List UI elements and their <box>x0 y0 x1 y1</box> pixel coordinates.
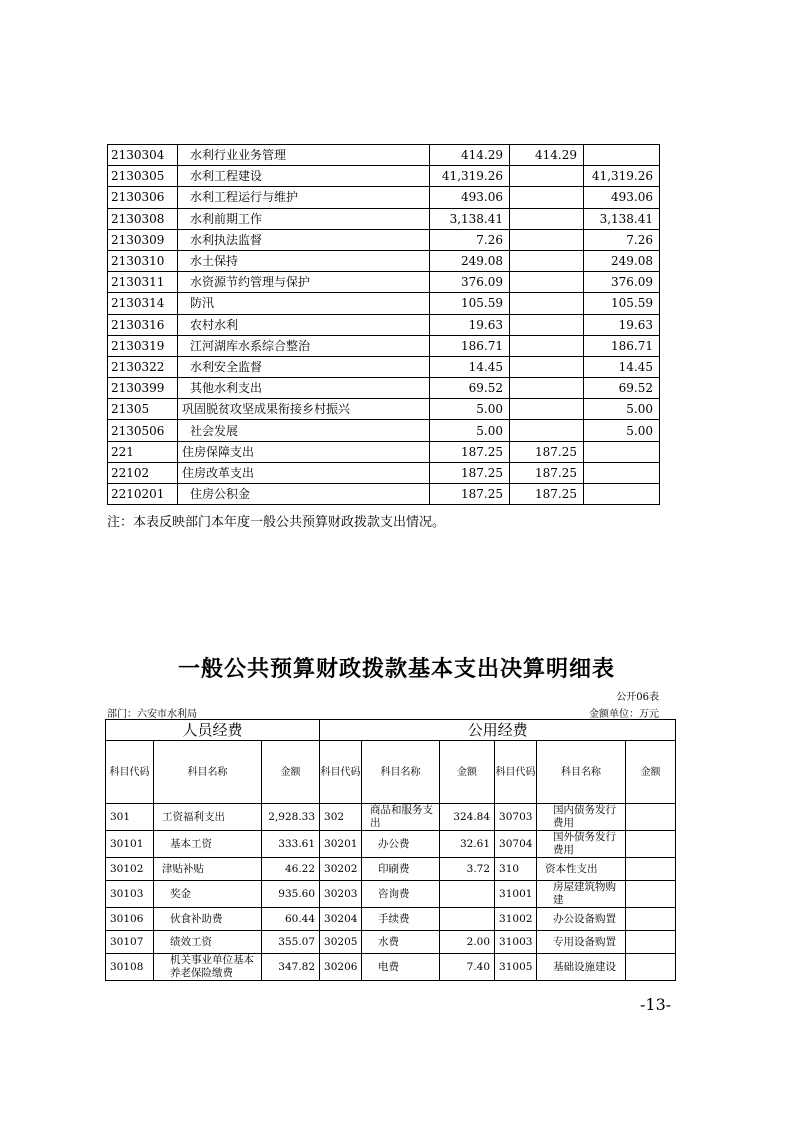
public-code: 30204 <box>320 908 362 931</box>
column-header: 金额 <box>262 741 320 804</box>
project-amount <box>584 441 660 462</box>
total-amount: 5.00 <box>430 399 510 420</box>
public-amount-2 <box>626 881 676 908</box>
table-row <box>108 484 660 505</box>
column-header: 科目代码 <box>106 741 154 804</box>
table-row <box>106 931 676 954</box>
subject-code: 21305 <box>108 399 178 420</box>
public-code-2: 30704 <box>495 831 537 858</box>
personnel-amount: 333.61 <box>262 831 320 858</box>
personnel-name: 津贴补贴 <box>154 858 262 881</box>
personnel-amount: 347.82 <box>262 954 320 981</box>
subject-code: 2130322 <box>108 356 178 377</box>
personnel-name: 基本工资 <box>154 831 262 858</box>
project-amount: 186.71 <box>584 335 660 356</box>
basic-amount <box>510 229 584 250</box>
total-amount: 187.25 <box>430 462 510 483</box>
public-code: 30201 <box>320 831 362 858</box>
total-amount: 105.59 <box>430 293 510 314</box>
public-name: 咨询费 <box>362 881 440 908</box>
project-amount: 14.45 <box>584 356 660 377</box>
column-header: 科目名称 <box>362 741 440 804</box>
table-row <box>106 831 676 858</box>
page-number: -13- <box>640 995 672 1014</box>
public-code-2: 31002 <box>495 908 537 931</box>
basic-amount <box>510 314 584 335</box>
public-name-2: 基础设施建设 <box>537 954 626 981</box>
table-row <box>108 399 660 420</box>
project-amount <box>584 462 660 483</box>
table-row <box>106 954 676 981</box>
subject-name: 水利执法监督 <box>178 229 430 250</box>
basic-amount <box>510 166 584 187</box>
public-amount: 7.40 <box>440 954 495 981</box>
table-row <box>108 229 660 250</box>
table-row <box>108 208 660 229</box>
basic-amount: 187.25 <box>510 484 584 505</box>
total-amount: 41,319.26 <box>430 166 510 187</box>
personnel-code: 30106 <box>106 908 154 931</box>
project-amount: 7.26 <box>584 229 660 250</box>
table-row <box>108 462 660 483</box>
public-code-2: 310 <box>495 858 537 881</box>
public-name-2: 专用设备购置 <box>537 931 626 954</box>
public-code: 30205 <box>320 931 362 954</box>
public-amount-2 <box>626 831 676 858</box>
personnel-code: 301 <box>106 804 154 831</box>
subject-name: 水利工程建设 <box>178 166 430 187</box>
page-title: 一般公共预算财政拨款基本支出决算明细表 <box>177 657 615 682</box>
table-row <box>108 187 660 208</box>
basic-amount <box>510 293 584 314</box>
basic-amount <box>510 399 584 420</box>
subject-name: 社会发展 <box>178 420 430 441</box>
column-header: 科目代码 <box>320 741 362 804</box>
basic-amount: 414.29 <box>510 145 584 166</box>
personnel-name: 机关事业单位基本养老保险缴费 <box>154 954 262 981</box>
public-amount: 3.72 <box>440 858 495 881</box>
table-note: 注：本表反映部门本年度一般公共预算财政拨款支出情况。 <box>107 515 446 530</box>
public-amount: 32.61 <box>440 831 495 858</box>
project-amount <box>584 145 660 166</box>
personnel-name: 伙食补助费 <box>154 908 262 931</box>
subject-name: 水资源节约管理与保护 <box>178 272 430 293</box>
total-amount: 493.06 <box>430 187 510 208</box>
unit-label: 金额单位：万元 <box>589 709 659 720</box>
project-amount: 5.00 <box>584 420 660 441</box>
table-row <box>106 881 676 908</box>
total-amount: 187.25 <box>430 441 510 462</box>
public-amount-2 <box>626 954 676 981</box>
department-label: 部门：六安市水利局 <box>107 709 197 720</box>
public-amount-2 <box>626 931 676 954</box>
basic-amount: 187.25 <box>510 462 584 483</box>
total-amount: 186.71 <box>430 335 510 356</box>
subject-name: 巩固脱贫攻坚成果衔接乡村振兴 <box>178 399 430 420</box>
public-code: 30202 <box>320 858 362 881</box>
subject-code: 22102 <box>108 462 178 483</box>
section-public: 公用经费 <box>320 720 676 741</box>
basic-amount <box>510 187 584 208</box>
public-name-2: 国外债务发行费用 <box>537 831 626 858</box>
public-name: 水费 <box>362 931 440 954</box>
basic-expenditure-detail-table <box>105 719 676 981</box>
subject-name: 农村水利 <box>178 314 430 335</box>
subject-name: 水利前期工作 <box>178 208 430 229</box>
total-amount: 5.00 <box>430 420 510 441</box>
personnel-amount: 46.22 <box>262 858 320 881</box>
table-row <box>108 145 660 166</box>
section-header-row <box>106 720 676 741</box>
subject-code: 2130319 <box>108 335 178 356</box>
project-amount <box>584 484 660 505</box>
column-header: 科目名称 <box>154 741 262 804</box>
subject-code: 2130399 <box>108 378 178 399</box>
subject-code: 2210201 <box>108 484 178 505</box>
table-row <box>108 378 660 399</box>
public-name-2: 房屋建筑物购建 <box>537 881 626 908</box>
project-amount: 5.00 <box>584 399 660 420</box>
public-name: 商品和服务支出 <box>362 804 440 831</box>
subject-name: 水土保持 <box>178 250 430 271</box>
personnel-code: 30107 <box>106 931 154 954</box>
public-name: 电费 <box>362 954 440 981</box>
total-amount: 249.08 <box>430 250 510 271</box>
table-number: 公开06表 <box>616 692 659 703</box>
basic-amount <box>510 335 584 356</box>
subject-code: 2130304 <box>108 145 178 166</box>
subject-name: 住房改革支出 <box>178 462 430 483</box>
basic-amount <box>510 272 584 293</box>
public-amount: 2.00 <box>440 931 495 954</box>
basic-amount <box>510 378 584 399</box>
public-code-2: 31005 <box>495 954 537 981</box>
public-code-2: 30703 <box>495 804 537 831</box>
personnel-name: 绩效工资 <box>154 931 262 954</box>
basic-amount: 187.25 <box>510 441 584 462</box>
subject-name: 住房公积金 <box>178 484 430 505</box>
public-name: 手续费 <box>362 908 440 931</box>
column-header: 科目代码 <box>495 741 537 804</box>
public-code-2: 31003 <box>495 931 537 954</box>
subject-code: 2130305 <box>108 166 178 187</box>
table-row <box>108 441 660 462</box>
subject-code: 2130310 <box>108 250 178 271</box>
subject-code: 2130316 <box>108 314 178 335</box>
column-header: 金额 <box>440 741 495 804</box>
public-code: 30206 <box>320 954 362 981</box>
section-personnel: 人员经费 <box>106 720 320 741</box>
subject-name: 水利安全监督 <box>178 356 430 377</box>
personnel-name: 奖金 <box>154 881 262 908</box>
personnel-code: 30103 <box>106 881 154 908</box>
personnel-amount: 935.60 <box>262 881 320 908</box>
project-amount: 3,138.41 <box>584 208 660 229</box>
table-row <box>108 314 660 335</box>
public-amount <box>440 908 495 931</box>
subject-code: 2130309 <box>108 229 178 250</box>
public-amount-2 <box>626 804 676 831</box>
subject-name: 其他水利支出 <box>178 378 430 399</box>
total-amount: 376.09 <box>430 272 510 293</box>
basic-amount <box>510 420 584 441</box>
public-amount-2 <box>626 908 676 931</box>
project-amount: 249.08 <box>584 250 660 271</box>
subject-code: 2130506 <box>108 420 178 441</box>
public-amount <box>440 881 495 908</box>
table-row <box>108 356 660 377</box>
table-row <box>106 858 676 881</box>
table-row <box>108 335 660 356</box>
project-amount: 493.06 <box>584 187 660 208</box>
subject-code: 2130308 <box>108 208 178 229</box>
table-row <box>108 420 660 441</box>
subject-name: 住房保障支出 <box>178 441 430 462</box>
personnel-amount: 355.07 <box>262 931 320 954</box>
subject-name: 防汛 <box>178 293 430 314</box>
basic-amount <box>510 208 584 229</box>
personnel-code: 30102 <box>106 858 154 881</box>
expenditure-table <box>107 144 660 505</box>
project-amount: 105.59 <box>584 293 660 314</box>
public-name: 印刷费 <box>362 858 440 881</box>
total-amount: 69.52 <box>430 378 510 399</box>
total-amount: 14.45 <box>430 356 510 377</box>
column-header-row <box>106 741 676 804</box>
table-row <box>106 804 676 831</box>
project-amount: 376.09 <box>584 272 660 293</box>
public-amount: 324.84 <box>440 804 495 831</box>
subject-code: 2130306 <box>108 187 178 208</box>
subject-code: 2130311 <box>108 272 178 293</box>
total-amount: 414.29 <box>430 145 510 166</box>
column-header: 金额 <box>626 741 676 804</box>
table-row <box>108 250 660 271</box>
public-code: 302 <box>320 804 362 831</box>
subject-name: 水利行业业务管理 <box>178 145 430 166</box>
subject-code: 221 <box>108 441 178 462</box>
project-amount: 69.52 <box>584 378 660 399</box>
table-row <box>108 272 660 293</box>
personnel-name: 工资福利支出 <box>154 804 262 831</box>
total-amount: 3,138.41 <box>430 208 510 229</box>
personnel-amount: 60.44 <box>262 908 320 931</box>
public-name-2: 国内债务发行费用 <box>537 804 626 831</box>
subject-name: 水利工程运行与维护 <box>178 187 430 208</box>
public-name: 办公费 <box>362 831 440 858</box>
basic-amount <box>510 356 584 377</box>
personnel-code: 30108 <box>106 954 154 981</box>
project-amount: 41,319.26 <box>584 166 660 187</box>
total-amount: 7.26 <box>430 229 510 250</box>
subject-name: 江河湖库水系综合整治 <box>178 335 430 356</box>
personnel-code: 30101 <box>106 831 154 858</box>
total-amount: 187.25 <box>430 484 510 505</box>
public-name-2: 办公设备购置 <box>537 908 626 931</box>
total-amount: 19.63 <box>430 314 510 335</box>
public-amount-2 <box>626 858 676 881</box>
table-row <box>106 908 676 931</box>
personnel-amount: 2,928.33 <box>262 804 320 831</box>
public-code-2: 31001 <box>495 881 537 908</box>
column-header: 科目名称 <box>537 741 626 804</box>
table-row <box>108 166 660 187</box>
public-name-2: 资本性支出 <box>537 858 626 881</box>
basic-amount <box>510 250 584 271</box>
project-amount: 19.63 <box>584 314 660 335</box>
table-row <box>108 293 660 314</box>
public-code: 30203 <box>320 881 362 908</box>
subject-code: 2130314 <box>108 293 178 314</box>
